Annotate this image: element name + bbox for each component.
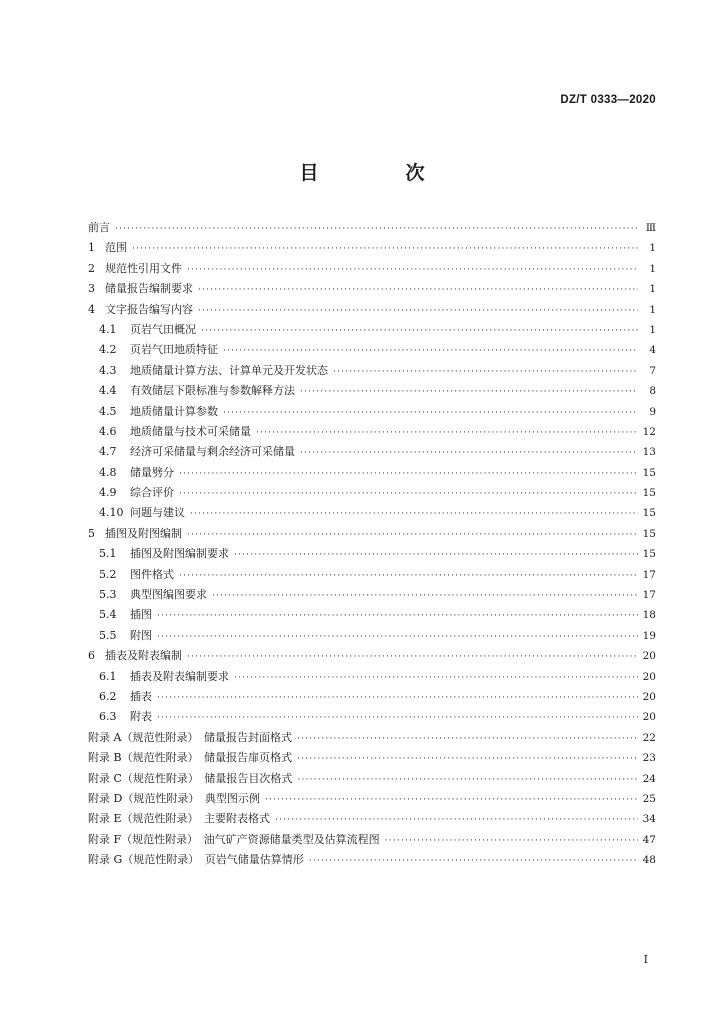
toc-entry-number: 4.1 <box>99 322 117 336</box>
toc-entry-label: 插表及附表编制 <box>105 649 182 663</box>
toc-entry-label: 附录 F（规范性附录） 油气矿产资源储量类型及估算流程图 <box>88 832 380 846</box>
toc-entry-number: 1 <box>88 241 95 255</box>
toc-entry-number: 6.3 <box>99 710 117 724</box>
toc-entry[interactable] <box>88 565 656 585</box>
toc-entry-number: 4 <box>88 302 95 316</box>
toc-entry-label: 综合评价 <box>130 486 174 500</box>
toc-entry-number: 4.6 <box>99 424 117 438</box>
toc-entry-page: 48 <box>642 854 656 867</box>
toc-dot-leader <box>309 851 638 871</box>
toc-entry-page: Ⅲ <box>645 222 656 234</box>
toc-entry-number: 4.3 <box>99 363 117 377</box>
toc-entry-label: 插图 <box>130 608 152 622</box>
toc-entry[interactable] <box>88 626 656 646</box>
toc-dot-leader <box>297 770 638 790</box>
toc-entry-page: 15 <box>642 466 656 479</box>
toc-entry-page: 15 <box>642 487 656 500</box>
toc-dot-leader <box>212 586 638 606</box>
toc-entry-page: 24 <box>642 772 656 785</box>
toc-entry-page: 1 <box>649 283 656 296</box>
toc-dot-leader <box>179 566 638 586</box>
toc-dot-leader <box>179 464 638 484</box>
toc-entry-number: 5.3 <box>99 588 117 602</box>
toc-entry[interactable] <box>88 585 656 605</box>
toc-dot-leader <box>300 382 638 402</box>
toc-entry[interactable] <box>88 300 656 320</box>
toc-entry-page: 13 <box>642 446 656 459</box>
toc-entry-label: 附录 D（规范性附录） 典型图示例 <box>88 791 260 805</box>
toc-entry[interactable] <box>88 769 656 789</box>
toc-entry[interactable] <box>88 748 656 768</box>
toc-entry-label: 储量报告编制要求 <box>105 282 193 296</box>
toc-entry-label: 插图及附图编制 <box>105 526 182 540</box>
toc-entry-page: 15 <box>642 548 656 561</box>
toc-dot-leader <box>187 525 638 545</box>
toc-entry-page: 1 <box>649 262 656 275</box>
toc-dot-leader <box>187 260 638 280</box>
toc-entry-number: 5 <box>88 526 95 540</box>
toc-entry[interactable] <box>88 646 656 666</box>
standard-code: DZ/T 0333—2020 <box>560 94 656 106</box>
toc-entry-label: 页岩气田地质特征 <box>130 343 218 357</box>
toc-entry-label: 文字报告编写内容 <box>105 302 193 316</box>
toc-entry-label: 附表 <box>130 710 152 724</box>
toc-entry-number: 4.8 <box>99 465 117 479</box>
toc-entry[interactable] <box>88 402 656 422</box>
toc-entry-page: 12 <box>642 425 656 438</box>
toc-entry-page: 1 <box>649 242 656 255</box>
toc-entry[interactable] <box>88 850 656 870</box>
toc-entry-page: 15 <box>642 507 656 520</box>
toc-entry-number: 5.2 <box>99 567 117 581</box>
toc-dot-leader <box>265 790 638 810</box>
toc-entry-label: 附图 <box>130 628 152 642</box>
toc-dot-leader <box>132 239 638 259</box>
toc-entry[interactable] <box>88 789 656 809</box>
toc-entry[interactable] <box>88 340 656 360</box>
toc-dot-leader <box>300 443 638 463</box>
toc-dot-leader <box>157 688 638 708</box>
toc-entry-label: 附录 B（规范性附录） 储量报告扉页格式 <box>88 751 293 765</box>
toc-dot-leader <box>179 484 638 504</box>
toc-dot-leader <box>157 708 638 728</box>
toc-entry-label: 储量劈分 <box>130 465 174 479</box>
toc-dot-leader <box>201 321 638 341</box>
toc-dot-leader <box>256 423 638 443</box>
toc-entry[interactable] <box>88 422 656 442</box>
toc-entry-page: 22 <box>642 731 656 744</box>
toc-entry-page: 9 <box>649 405 656 418</box>
toc-dot-leader <box>275 810 638 830</box>
toc-entry-number: 5.1 <box>99 547 117 561</box>
toc-entry[interactable] <box>88 728 656 748</box>
toc-entry[interactable] <box>88 361 656 381</box>
toc-entry-page: 7 <box>649 364 656 377</box>
toc-entry-label: 经济可采储量与剩余经济可采储量 <box>130 445 295 459</box>
toc-entry-label: 典型图编图要求 <box>130 588 207 602</box>
toc-entry-page: 4 <box>649 344 656 357</box>
toc-dot-leader <box>234 545 638 565</box>
toc-entry[interactable] <box>88 809 656 829</box>
toc-entry[interactable] <box>88 667 656 687</box>
toc-entry-page: 8 <box>649 385 656 398</box>
toc-entry-number: 4.4 <box>99 384 117 398</box>
toc-entry[interactable] <box>88 218 656 238</box>
toc-entry-label: 附录 A（规范性附录） 储量报告封面格式 <box>88 730 292 744</box>
toc-dot-leader <box>297 729 638 749</box>
toc-dot-leader <box>198 301 638 321</box>
toc-entry-number: 5.5 <box>99 628 117 642</box>
toc-entry-page: 23 <box>642 752 656 765</box>
toc-dot-leader <box>385 831 638 851</box>
toc-entry-page: 1 <box>649 323 656 336</box>
toc-entry-label: 插图及附图编制要求 <box>130 547 229 561</box>
toc-entry-page: 1 <box>649 303 656 316</box>
toc-entry[interactable] <box>88 503 656 523</box>
toc-entry[interactable] <box>88 320 656 340</box>
toc-entry-label: 前言 <box>88 221 110 234</box>
toc-entry-number: 6 <box>88 649 95 663</box>
toc-entry-page: 47 <box>642 833 656 846</box>
toc-entry-number: 4.10 <box>99 506 124 520</box>
toc-entry[interactable] <box>88 279 656 299</box>
toc-entry[interactable] <box>88 605 656 625</box>
toc-dot-leader <box>223 403 638 423</box>
toc-entry-page: 15 <box>642 527 656 540</box>
toc-entry-number: 5.4 <box>99 608 117 622</box>
toc-dot-leader <box>297 749 638 769</box>
toc-entry-label: 范围 <box>105 241 127 255</box>
toc-entry-number: 4.5 <box>99 404 117 418</box>
page-number: I <box>643 953 648 966</box>
toc-dot-leader <box>223 341 638 361</box>
toc-dot-leader <box>234 668 638 688</box>
toc-entry-number: 4.2 <box>99 343 117 357</box>
toc-entry-label: 有效储层下限标准与参数解释方法 <box>130 384 295 398</box>
toc-entry-label: 地质储量计算方法、计算单元及开发状态 <box>130 363 328 377</box>
toc-entry[interactable] <box>88 259 656 279</box>
table-of-contents <box>88 218 656 871</box>
toc-entry[interactable] <box>88 381 656 401</box>
toc-entry-label: 地质储量与技术可采储量 <box>130 424 251 438</box>
toc-entry-number: 6.2 <box>99 689 117 703</box>
toc-entry-number: 6.1 <box>99 669 117 683</box>
page-title: 目 次 <box>299 162 459 184</box>
toc-entry[interactable] <box>88 830 656 850</box>
toc-entry-label: 插表 <box>130 689 152 703</box>
toc-entry[interactable] <box>88 524 656 544</box>
toc-entry[interactable] <box>88 544 656 564</box>
toc-entry[interactable] <box>88 238 656 258</box>
toc-entry-page: 19 <box>642 629 656 642</box>
toc-entry-page: 20 <box>642 690 656 703</box>
toc-entry-number: 4.7 <box>99 445 117 459</box>
toc-entry-label: 附录 G（规范性附录） 页岩气储量估算情形 <box>88 853 304 867</box>
toc-entry-page: 20 <box>642 670 656 683</box>
toc-entry-number: 2 <box>88 261 95 275</box>
toc-entry-label: 规范性引用文件 <box>105 261 182 275</box>
toc-entry-label: 地质储量计算参数 <box>130 404 218 418</box>
toc-entry[interactable] <box>88 687 656 707</box>
toc-dot-leader <box>115 219 638 239</box>
toc-entry[interactable] <box>88 463 656 483</box>
toc-entry[interactable] <box>88 707 656 727</box>
toc-entry-label: 问题与建议 <box>130 506 185 520</box>
toc-entry-page: 34 <box>642 813 656 826</box>
toc-dot-leader <box>187 647 638 667</box>
toc-entry-label: 图件格式 <box>130 567 174 581</box>
toc-entry-page: 25 <box>642 792 656 805</box>
toc-entry-label: 插表及附表编制要求 <box>130 669 229 683</box>
toc-dot-leader <box>157 627 638 647</box>
toc-entry-page: 20 <box>642 711 656 724</box>
toc-entry-label: 附录 E（规范性附录） 主要附表格式 <box>88 812 271 826</box>
toc-entry-label: 页岩气田概况 <box>130 322 196 336</box>
toc-dot-leader <box>190 504 638 524</box>
toc-entry-page: 17 <box>642 568 656 581</box>
toc-entry-page: 18 <box>642 609 656 622</box>
toc-dot-leader <box>333 362 638 382</box>
toc-entry-page: 17 <box>642 589 656 602</box>
toc-entry-label: 附录 C（规范性附录） 储量报告目次格式 <box>88 771 293 785</box>
toc-entry-number: 4.9 <box>99 486 117 500</box>
toc-dot-leader <box>198 280 638 300</box>
toc-entry[interactable] <box>88 442 656 462</box>
toc-dot-leader <box>157 606 638 626</box>
toc-entry-page: 20 <box>642 650 656 663</box>
toc-entry-number: 3 <box>88 282 95 296</box>
toc-entry[interactable] <box>88 483 656 503</box>
